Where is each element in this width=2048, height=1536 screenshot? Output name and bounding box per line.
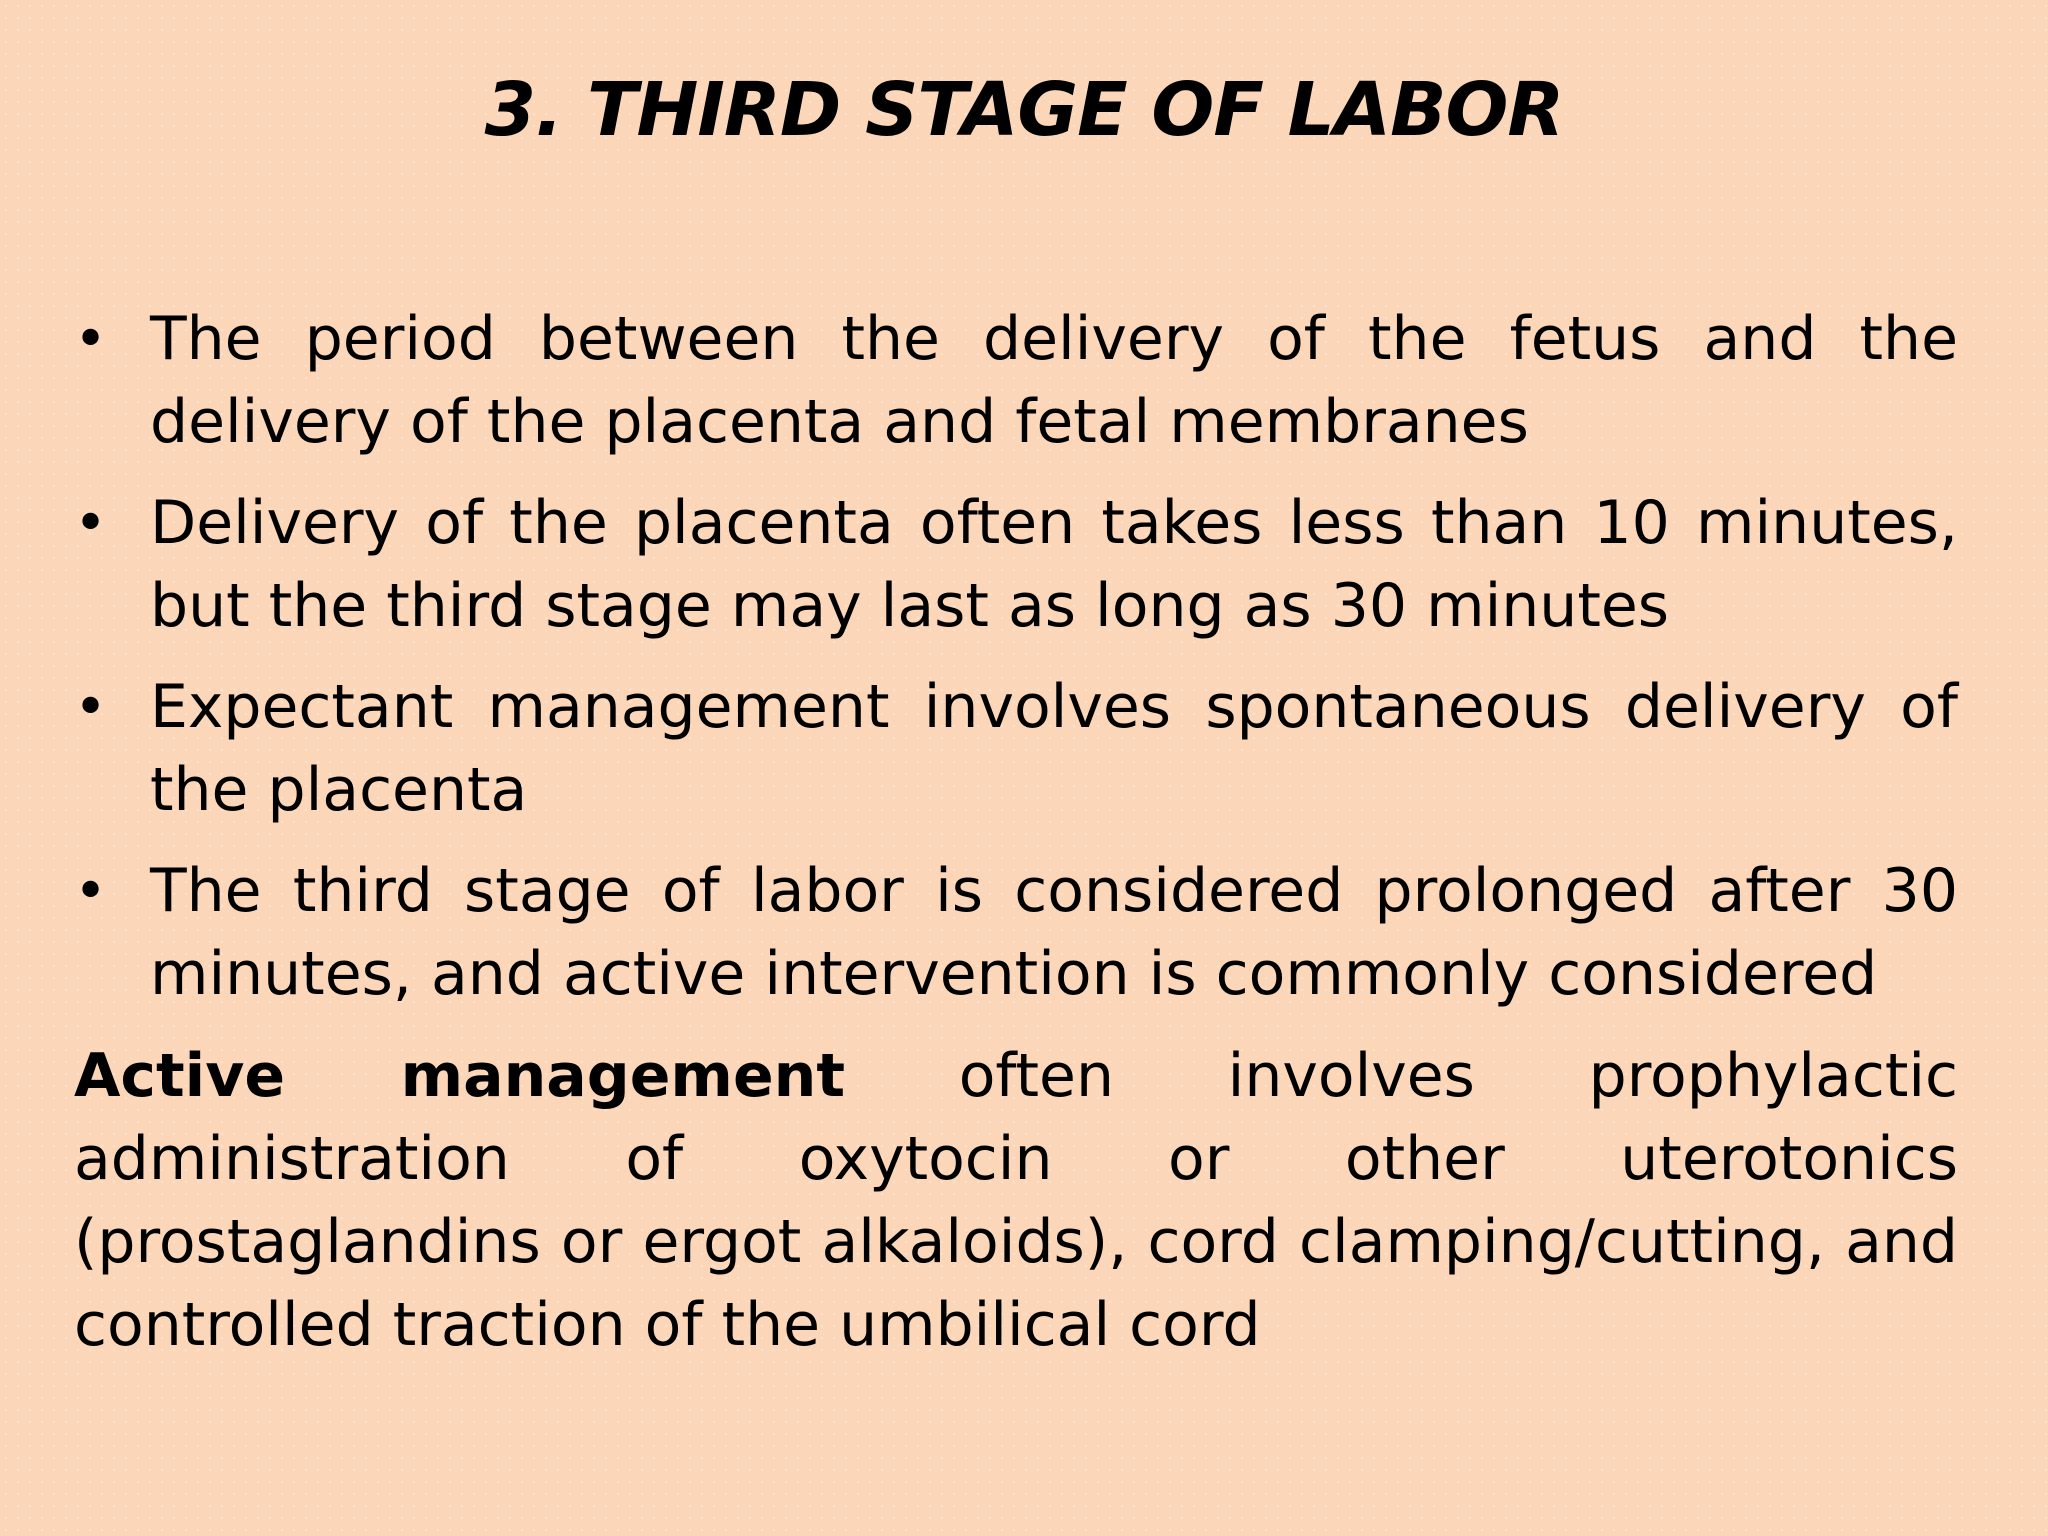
active-management-paragraph	[74, 1035, 1958, 1367]
bullet-dot-icon: •	[74, 491, 108, 556]
bullet-text: The third stage of labor is considered prolonged after 30 minutes, and active intervention is commonly considered	[150, 856, 1958, 1009]
bullet-dot-icon: •	[74, 307, 108, 372]
bullet-dot-icon: •	[74, 675, 108, 740]
bullet-item	[74, 482, 1958, 648]
bullet-item	[74, 298, 1958, 464]
bullet-text: Expectant management involves spontaneous delivery of the placenta	[150, 672, 1958, 825]
bullet-item	[74, 666, 1958, 832]
bullet-item	[74, 850, 1958, 1016]
paragraph-bold-lead: Active management	[74, 1041, 846, 1111]
paragraph-text: often involves prophylactic administration of oxytocin or other uterotonics (prostaglandins or ergot alkaloids), cord clamping/cutting, and controlled traction of the umbilical cord	[74, 1041, 1958, 1360]
bullet-list	[74, 298, 1958, 1034]
slide-title: 3. THIRD STAGE OF LABOR	[484, 67, 1564, 153]
bullet-text: Delivery of the placenta often takes less than 10 minutes, but the third stage may last as long as 30 minutes	[150, 488, 1958, 641]
bullet-text: The period between the delivery of the fetus and the delivery of the placenta and fetal membranes	[150, 304, 1958, 457]
bullet-dot-icon: •	[74, 859, 108, 924]
